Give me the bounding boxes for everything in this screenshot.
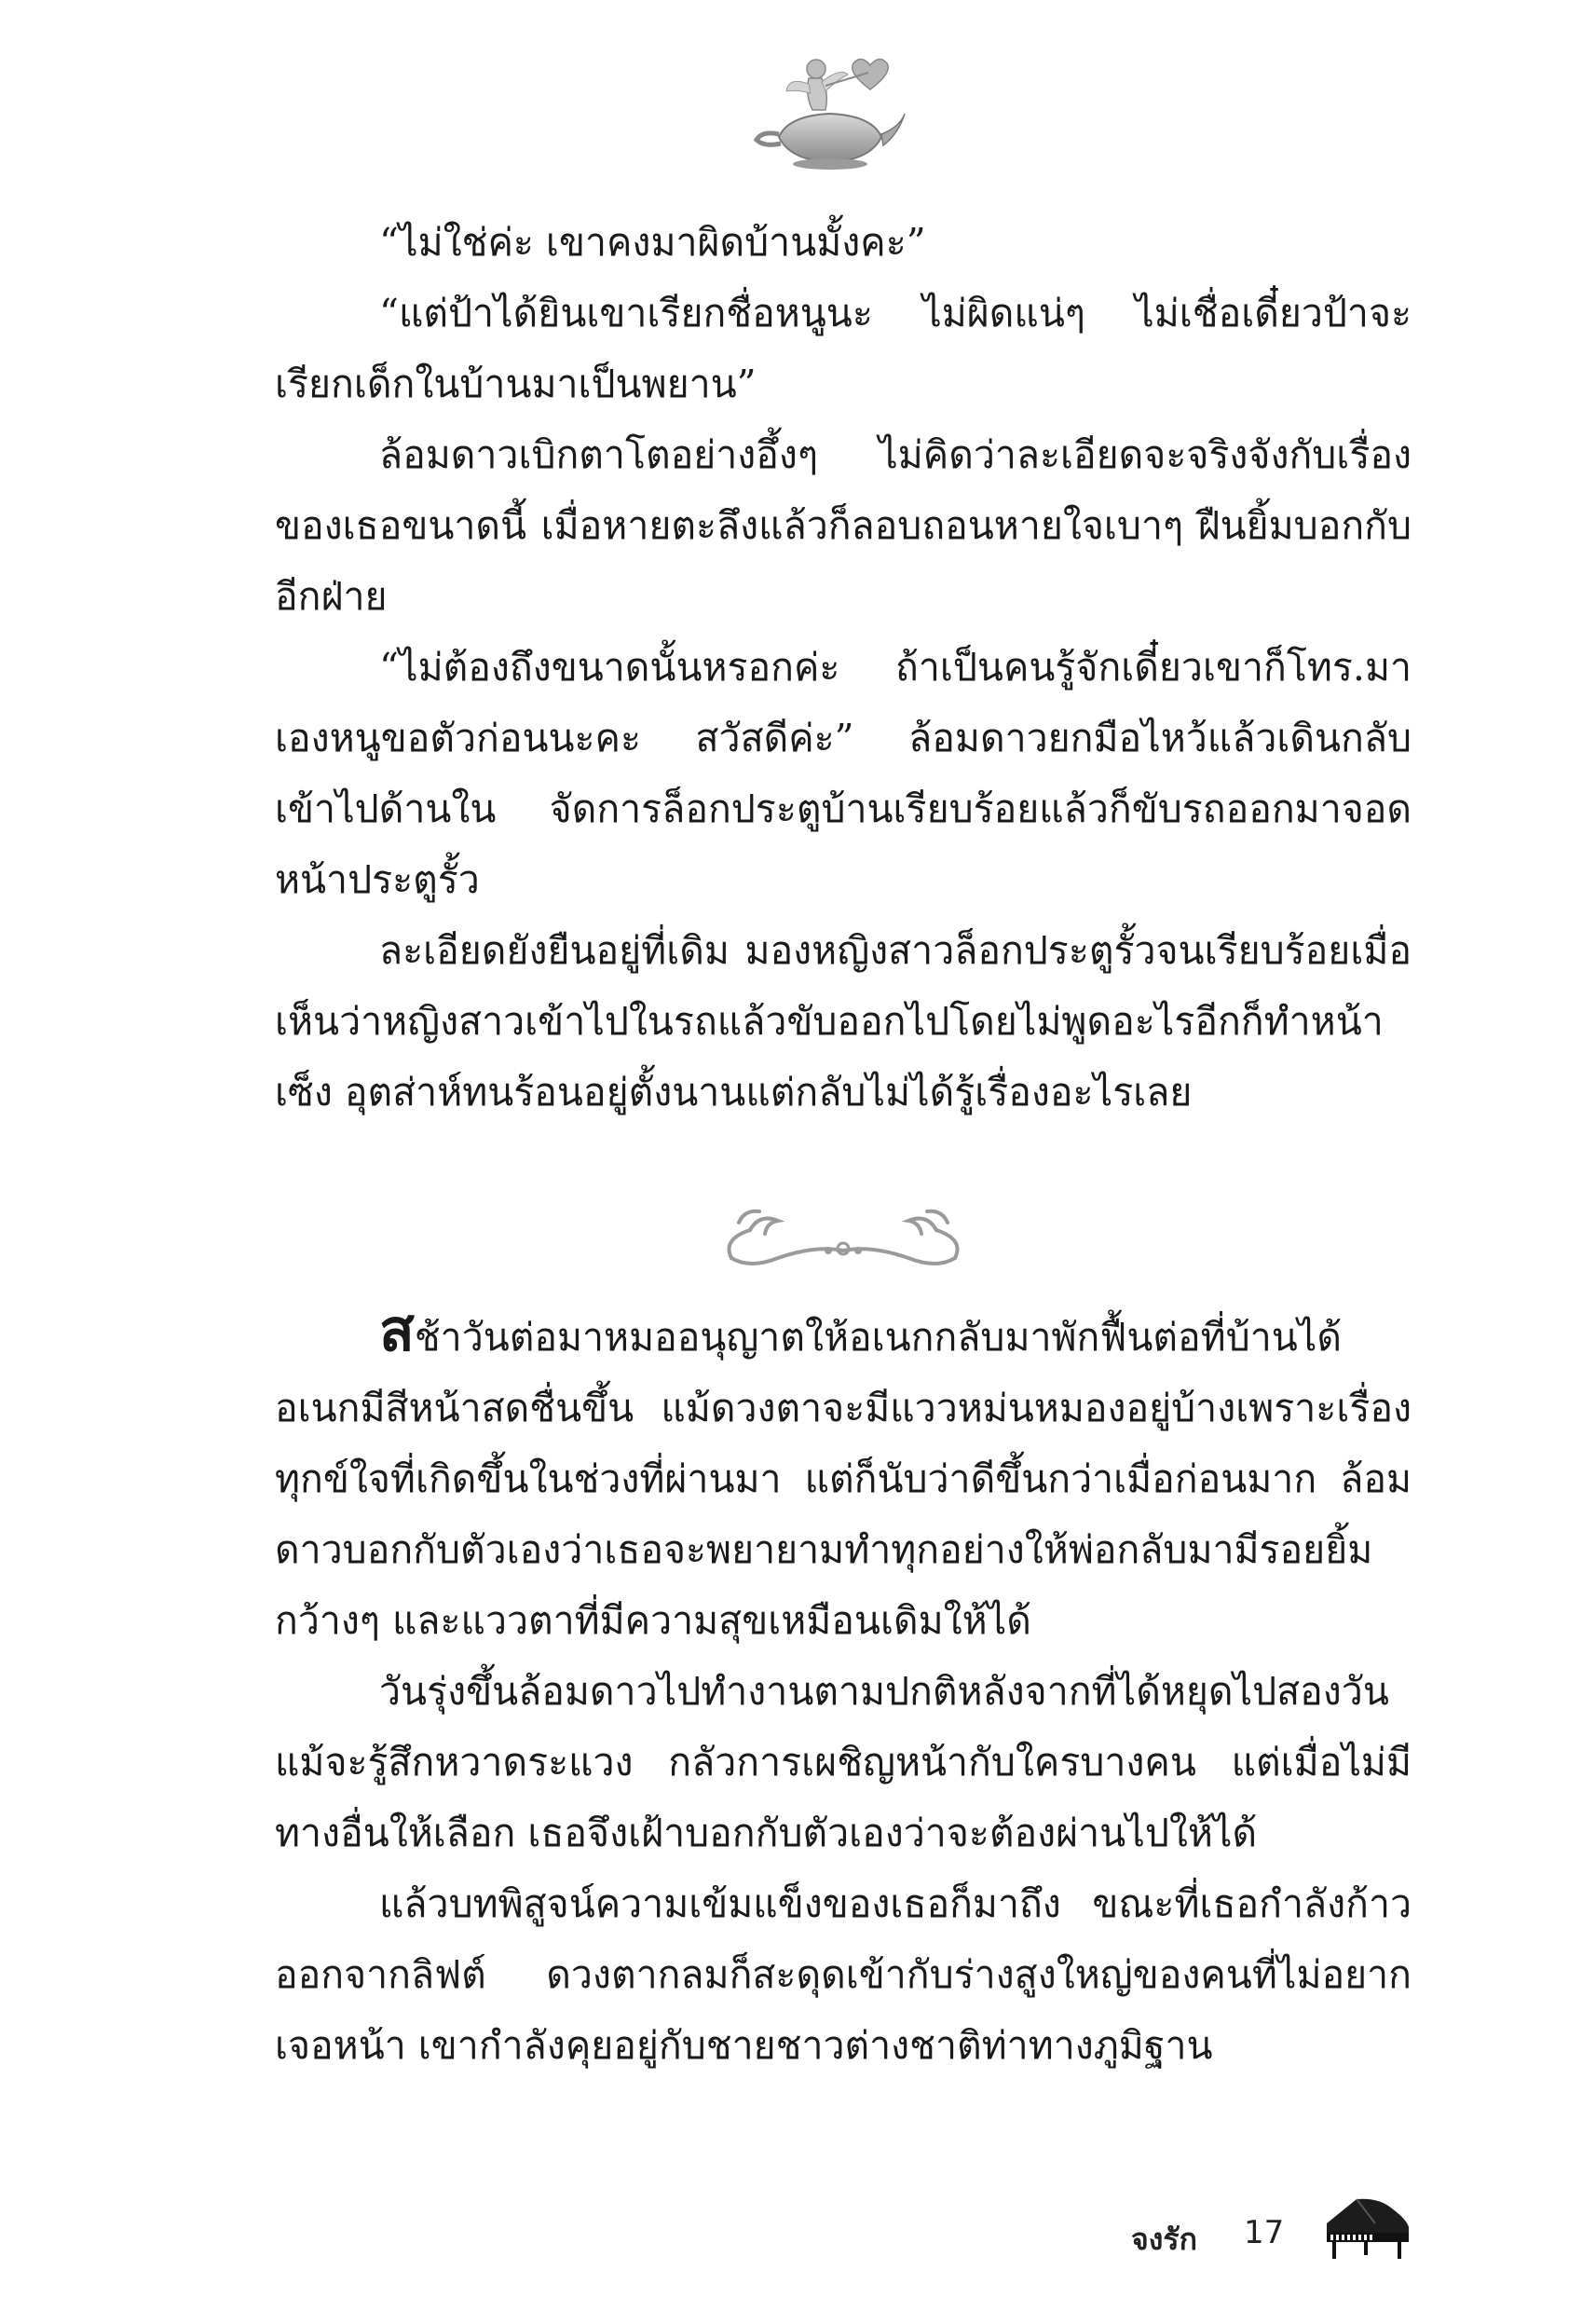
scroll-divider-icon: [713, 1202, 974, 1277]
paragraph: “ไม่ต้องถึงขนาดนั้นหรอกค่ะ ถ้าเป็นคนรู้จักเดี๋ยวเขาก็โทร.มาเองหนูขอตัวก่อนนะคะ สวัสดีค่ะ” ล้อมดาวยกมือไหว้แล้วเดินกลับเข้าไปด้านใน จัดการล็อกประตูบ้านเรียบร้อยแล้วก็ขับรถออกมาจอดหน้าประตูรั้ว: [275, 645, 1412, 902]
book-title: จงรัก: [1131, 2222, 1197, 2257]
paragraph: ละเอียดยังยืนอยู่ที่เดิม มองหญิงสาวล็อกประตูรั้วจนเรียบร้อยเมื่อเห็นว่าหญิงสาวเข้าไปในรถแล้วขับออกไปโดยไม่พูดอะไรอีกก็ทำหน้าเซ็ง อุตส่าห์ทนร้อนอยู่ตั้งนานแต่กลับไม่ได้รู้เรื่องอะไรเลย: [275, 928, 1412, 1114]
paragraph: “ไม่ใช่ค่ะ เขาคงมาผิดบ้านมั้งคะ”: [379, 220, 926, 265]
page-footer: [1118, 2195, 1425, 2270]
paragraph: ล้อมดาวเบิกตาโตอย่างอึ้งๆ ไม่คิดว่าละเอียดจะจริงจังกับเรื่องของเธอขนาดนี้ เมื่อหายตะลึงแล้วก็ลอบถอนหายใจเบาๆ ฝืนยิ้มบอกกับอีกฝ่าย: [275, 432, 1412, 619]
dropcap: ส: [379, 1296, 415, 1364]
paragraph: “แต่ป้าได้ยินเขาเรียกชื่อหนูนะ ไม่ผิดแน่ๆ ไม่เชื่อเดี๋ยวป้าจะเรียกเด็กในบ้านมาเป็นพยาน”: [275, 291, 1412, 406]
paragraph: วันรุ่งขึ้นล้อมดาวไปทำงานตามปกติหลังจากที่ได้หยุดไปสองวัน แม้จะรู้สึกหวาดระแวง กลัวการเผชิญหน้ากับใครบางคน แต่เมื่อไม่มีทางอื่นให้เลือก เธอจึงเฝ้าบอกกับตัวเองว่าจะต้องผ่านไปให้ได้: [275, 1669, 1412, 1855]
cupid-teapot-icon: [751, 48, 909, 179]
paragraph-with-dropcap: [275, 1295, 1412, 1656]
piano-icon: [1323, 2195, 1412, 2261]
paragraph: แล้วบทพิสูจน์ความเข้มแข็งของเธอก็มาถึง ขณะที่เธอกำลังก้าวออกจากลิฟต์ ดวงตากลมก็สะดุดเข้ากับร่างสูงใหญ่ของคนที่ไม่อยากเจอหน้า เขากำลังคุยอยู่กับชายชาวต่างชาติท่าทางภูมิฐาน: [275, 1881, 1412, 2068]
paragraph-text: ช้าวันต่อมาหมออนุญาตให้อเนกกลับมาพักฟื้นต่อที่บ้านได้ อเนกมีสีหน้าสดชื่นขึ้น แม้ดวงตาจะมีแววหม่นหมองอยู่บ้างเพราะเรื่องทุกข์ใจที่เกิดขึ้นในช่วงที่ผ่านมา แต่ก็นับว่าดีขึ้นกว่าเมื่อก่อนมาก ล้อมดาวบอกกับตัวเองว่าเธอจะพยายามทำทุกอย่างให้พ่อกลับมามีรอยยิ้มกว้างๆ และแววตาที่มีความสุขเหมือนเดิมให้ได้: [275, 1315, 1412, 1643]
text-block-bottom: [275, 1295, 1412, 2081]
page-number: 17: [1244, 2214, 1285, 2251]
text-block-top: [275, 207, 1412, 1128]
